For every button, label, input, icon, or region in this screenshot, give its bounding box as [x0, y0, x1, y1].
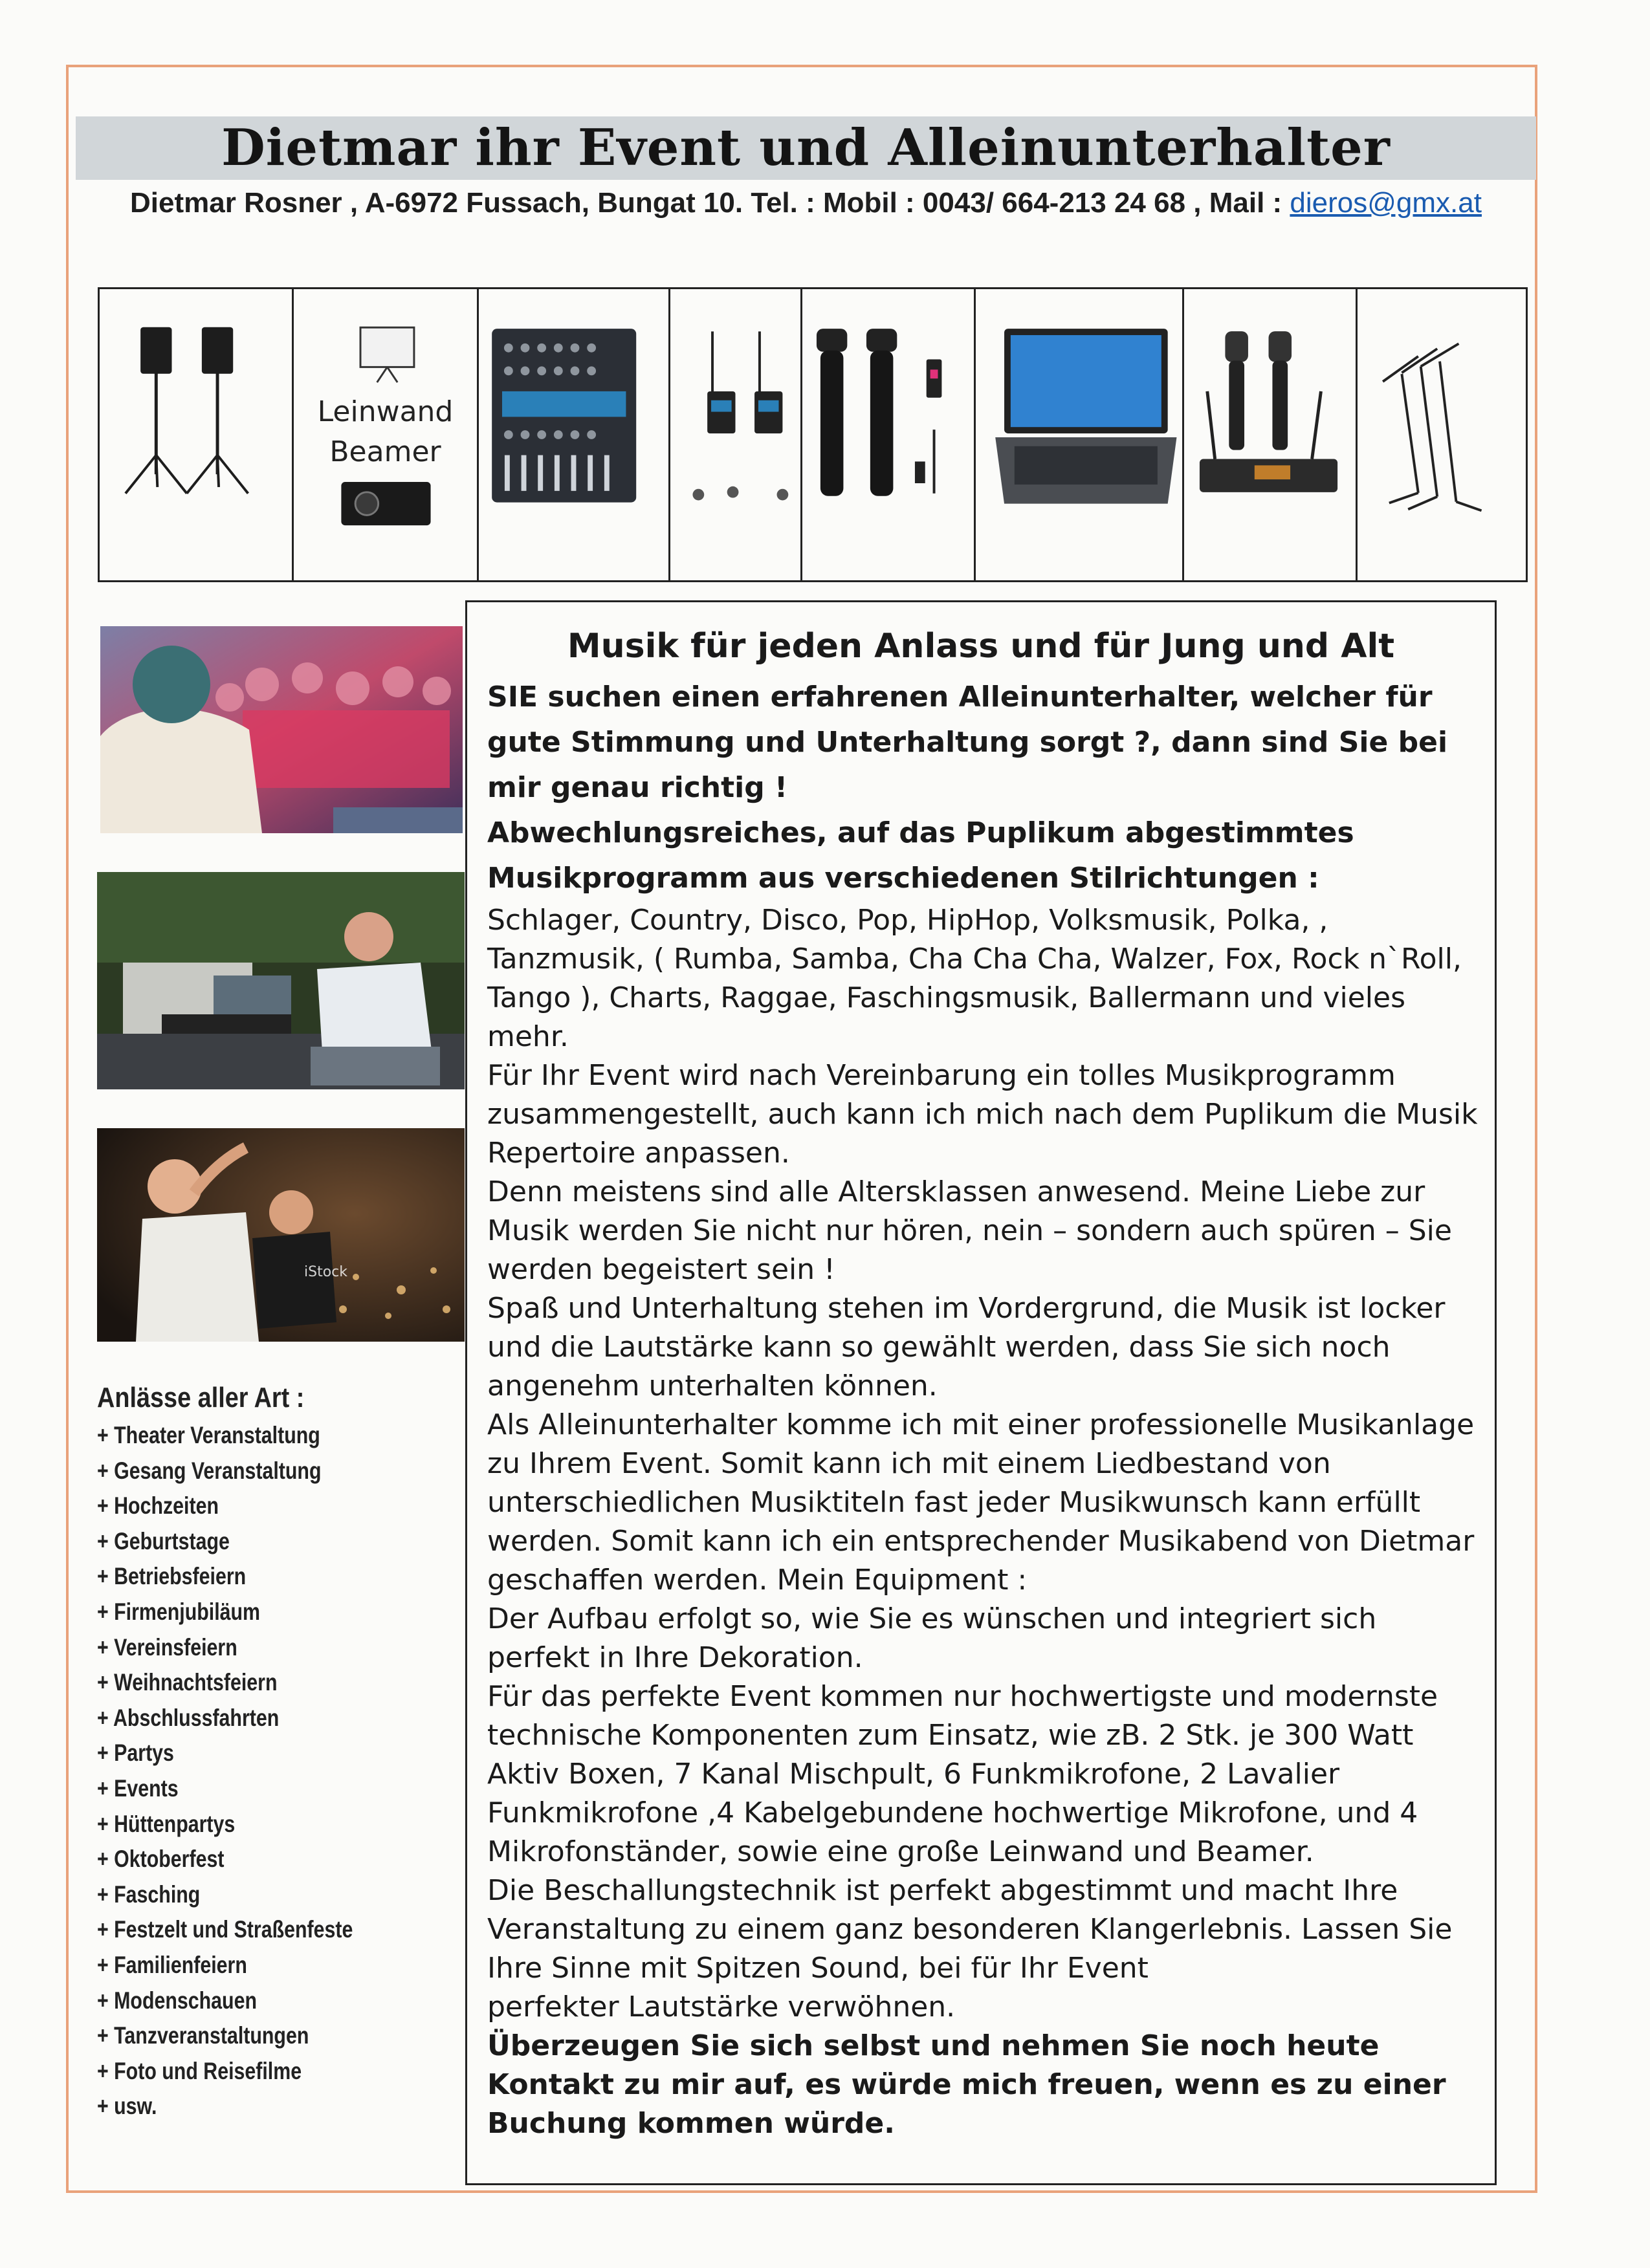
- email-link[interactable]: dieros@gmx.at: [1290, 187, 1482, 219]
- genres-paragraph: Schlager, Country, Disco, Pop, HipHop, Volksmusik, Polka, , Tanzmusik, ( Rumba, Samba, Cha Cha Cha, Walzer, Fox, Rock n`Roll, Tango ), Charts, Raggae, Faschingsmusik, Ballermann und vieles mehr.: [487, 904, 1462, 1053]
- list-item: + Fasching: [97, 1881, 201, 1908]
- list-item: + Firmenjubiläum: [97, 1598, 261, 1625]
- list-item: + Oktoberfest: [97, 1846, 225, 1873]
- intro-paragraph: SIE suchen einen erfahrenen Alleinunterhalter, welcher für gute Stimmung und Unterhaltung sorgt ?, dann sind Sie bei mir genau richtig !: [487, 681, 1448, 804]
- body-paragraph-8: perfekter Lautstärke verwöhnen.: [487, 1990, 956, 2023]
- list-item: + Hochzeiten: [97, 1492, 219, 1520]
- list-item: + usw.: [97, 2093, 157, 2120]
- party-crowd-photo: [100, 626, 463, 833]
- laptop-image: [976, 289, 1184, 580]
- body-paragraph-6: Für das perfekte Event kommen nur hochwertigste und modernste technische Komponenten zum Einsatz, wie zB. 2 Stk. je 300 Watt Aktiv Boxen, 7 Kanal Mischpult, 6 Funkmikrofone, 2 Lavalier Funkmikrofone ,4 Kabelgebundene hochwertige Mikrofone, und 4 Mikrofonständer, sowie eine große Leinwand und Beamer.: [487, 1680, 1438, 1868]
- list-item: + Abschlussfahrten: [97, 1704, 280, 1731]
- list-item: + Gesang Veranstaltung: [97, 1457, 322, 1484]
- list-item: + Partys: [97, 1739, 174, 1767]
- stock-watermark: iStock: [304, 1264, 347, 1280]
- list-item: + Hüttenpartys: [97, 1810, 236, 1837]
- list-item: + Geburtstage: [97, 1527, 230, 1554]
- mixer-image: [479, 289, 670, 580]
- list-item: + Theater Veranstaltung: [97, 1422, 320, 1448]
- screen-projector-image: [294, 289, 479, 580]
- handheld-mics-image: [802, 289, 976, 580]
- main-headline: Musik für jeden Anlass und für Jung und Alt: [567, 627, 1395, 666]
- occasions-list: [97, 1382, 459, 2124]
- dancing-couple-photo: [97, 1128, 465, 1342]
- list-item: + Weihnachtsfeiern: [97, 1669, 278, 1696]
- body-paragraph-5: Der Aufbau erfolgt so, wie Sie es wünschen und integriert sich perfekt in Ihre Dekoration.: [487, 1602, 1377, 1674]
- list-item: + Modenschauen: [97, 1987, 257, 2014]
- body-paragraph-7: Die Beschallungstechnik ist perfekt abgestimmt und macht Ihre Veranstaltung zu einem ganz besonderen Klangerlebnis. Lassen Sie Ihre Sinne mit Spitzen Sound, bei für Ihr Event: [487, 1874, 1453, 1985]
- projector-label: Beamer: [329, 435, 441, 468]
- body-paragraph-4: Als Alleinunterhalter komme ich mit einer professionelle Musikanlage zu Ihrem Event. Somit kann ich mit einem Liedbestand von unterschiedlichen Musiktiteln fast jeder Musikwunsch kann erfüllt werden. Somit kann ich ein entsprechender Musikabend von Dietmar geschaffen werden. Mein Equipment :: [487, 1408, 1475, 1597]
- speakers-image: [100, 289, 294, 580]
- list-item: + Tanzveranstaltungen: [97, 2022, 309, 2049]
- occasions-heading: Anlässe aller Art :: [97, 1382, 305, 1413]
- body-paragraph-1: Für Ihr Event wird nach Vereinbarung ein tolles Musikprogramm zusammengestellt, auch kann ich mich nach dem Puplikum die Musik Repertoire anpassen.: [487, 1059, 1478, 1170]
- list-item: + Familienfeiern: [97, 1951, 247, 1978]
- main-text-box: [465, 600, 1497, 2185]
- mic-stands-image: [1358, 289, 1526, 580]
- dj-at-mixer-photo: [97, 872, 465, 1089]
- body-paragraph-3: Spaß und Unterhaltung stehen im Vordergrund, die Musik ist locker und die Lautstärke kann so gewählt werden, dass Sie sich noch angenehm unterhalten können.: [487, 1292, 1446, 1402]
- body-paragraph-2: Denn meistens sind alle Altersklassen anwesend. Meine Liebe zur Musik werden Sie nicht nur hören, nein – sondern auch spüren – Sie werden begeistert sein !: [487, 1175, 1452, 1286]
- screen-label: Leinwand: [317, 395, 454, 428]
- list-item: + Foto und Reisefilme: [97, 2057, 302, 2084]
- program-heading: Abwechlungsreiches, auf das Puplikum abgestimmtes Musikprogramm aus verschiedenen Stilrichtungen :: [487, 816, 1354, 895]
- list-item: + Events: [97, 1774, 179, 1802]
- contact-details: Dietmar Rosner , A-6972 Fussach, Bungat 10. Tel. : Mobil : 0043/ 664-213 24 68 , Mail :: [130, 187, 1290, 219]
- wireless-receiver-image: [1184, 289, 1358, 580]
- closing-paragraph: Überzeugen Sie sich selbst und nehmen Sie noch heute Kontakt zu mir auf, es würde mich freuen, wenn es zu einer Buchung kommen würde.: [487, 2029, 1446, 2140]
- equipment-strip: [98, 287, 1528, 582]
- list-item: + Betriebsfeiern: [97, 1563, 247, 1590]
- list-item: + Festzelt und Straßenfeste: [97, 1916, 353, 1943]
- page-title: Dietmar ihr Event und Alleinunterhalter: [221, 118, 1391, 177]
- contact-line: [76, 182, 1536, 224]
- list-item: + Vereinsfeiern: [97, 1633, 237, 1661]
- lavalier-mics-image: [670, 289, 802, 580]
